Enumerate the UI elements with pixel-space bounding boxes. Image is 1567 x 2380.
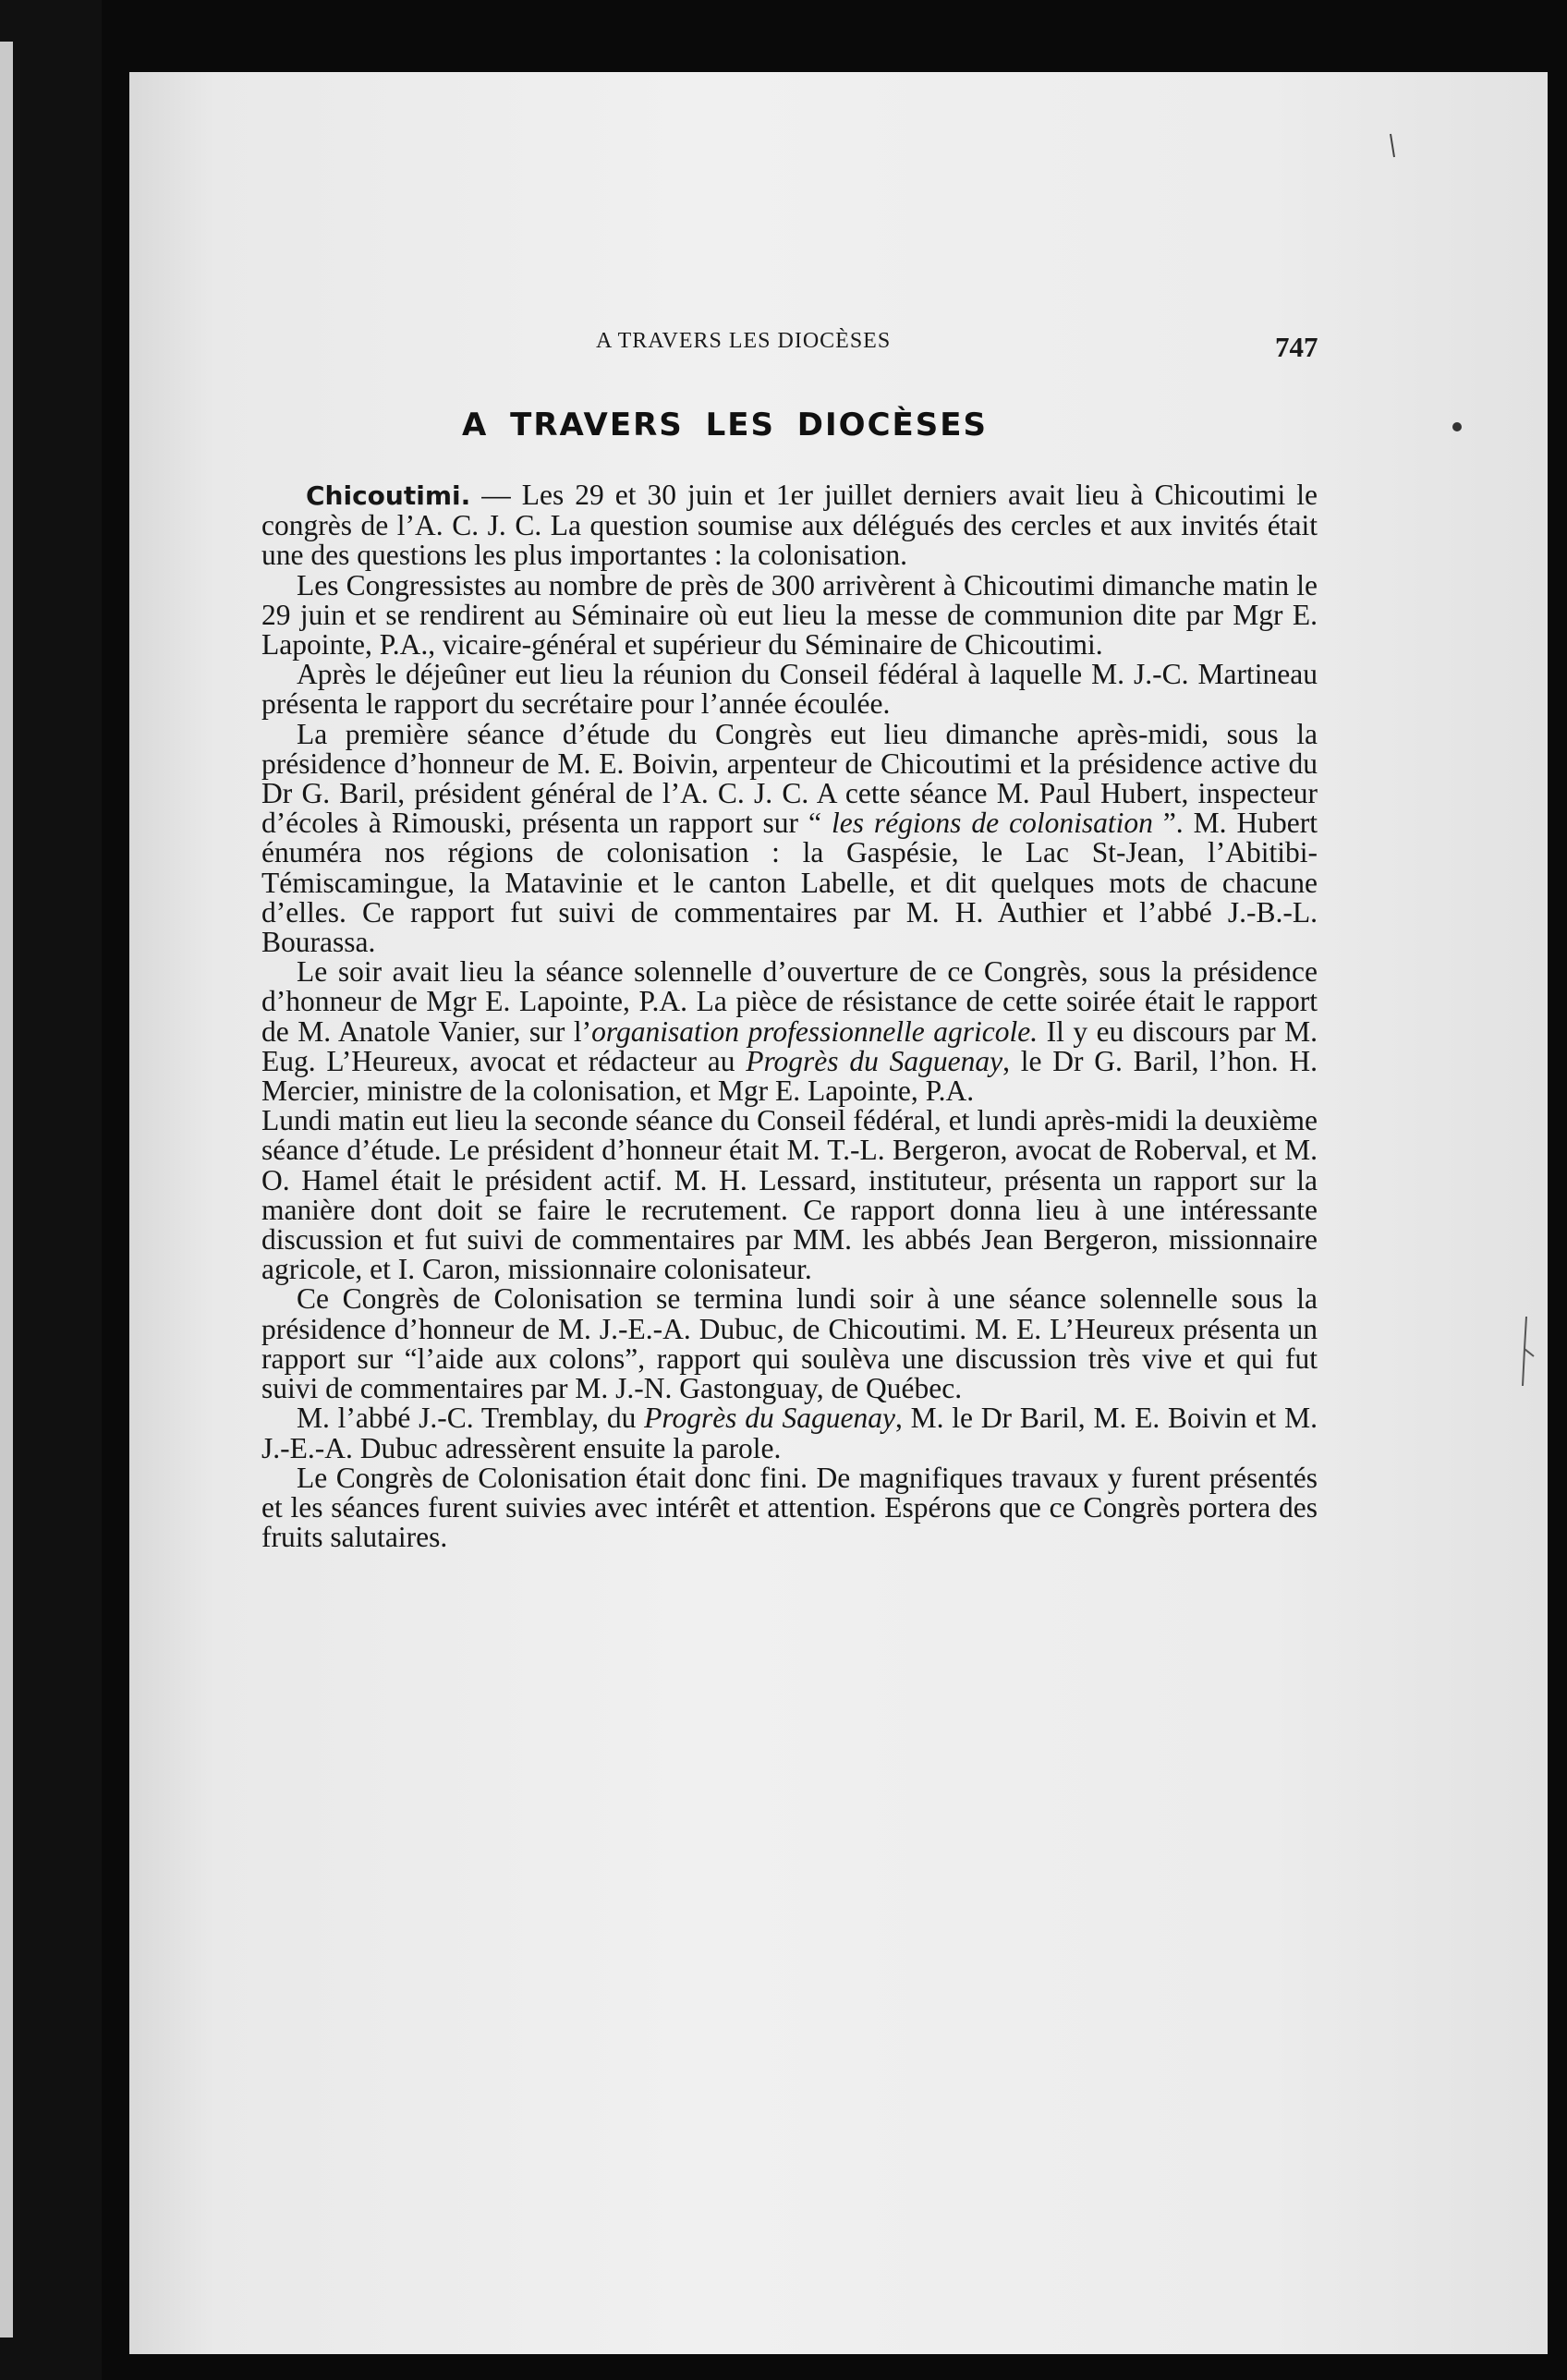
article-title: A TRAVERS LES DIOCÈSES [462,407,988,443]
paragraph-9: Le Congrès de Colonisation était donc fini. De magnifiques travaux y furent présentés et les séances furent suivies avec intérêt et attention. Espérons que ce Congrès portera des fruits salutaires. [261,1461,1318,1554]
paragraph-6: Lundi matin eut lieu la seconde séance du Conseil fédéral, et lundi après-midi la deuxième séance d’étude. Le président d’honneur était M. T.-L. Bergeron, avocat de Roberval, et M. O. Hamel était le président actif. M. H. Lessard, instituteur, présenta un rapport sur la manière dont doit se faire le recrutement. Ce rapport donna lieu à une intéressante discussion et fut suivi de commentaires par MM. les abbés Jean Bergeron, missionnaire agricole, et I. Caron, missionnaire colonisateur. [261,1104,1318,1286]
scan-dot [1451,420,1464,433]
paragraph-8-italic: Progrès du Saguenay [644,1402,895,1435]
paragraph-5-text-b: Il y eu discours par M. Eug. L’Heureux, avocat et rédacteur au [261,1014,1318,1077]
scan-speck [1386,129,1404,176]
paragraph-5-text-c: , le Dr G. Baril, l’hon. H. Mercier, ministre de la colonisation, et Mgr E. Lapointe, P.A. [261,1044,1318,1108]
paragraph-4-text-b: ”. M. Hubert énuméra nos régions de colonisation : la Gaspésie, le Lac St-Jean, l’Abitibi-Témiscamingue, la Matavinie et le canton Labelle, et dit quelques mots de chacune d’elles. Ce rapport fut suivi de commentaires par M. H. Authier et l’abbé J.-B.-L. Bourassa. [261,807,1318,959]
paragraph-8-text-a: M. l’abbé J.-C. Tremblay, du [297,1402,645,1435]
paragraph-8-text-b: , M. le Dr Baril, M. E. Boivin et M. J.-E.-A. Dubuc adressèrent ensuite la parole. [261,1402,1318,1464]
adjacent-page-edge [0,42,13,2338]
scan-scratch [1515,1312,1543,1395]
page-number: 747 [1275,331,1318,363]
paragraph-5 [261,957,1318,1106]
paragraph-4-text-a: La première séance d’étude du Congrès eut lieu dimanche après-midi, sous la présidence d’honneur de M. E. Boivin, arpenteur de Chicoutimi et la présidence active du Dr G. Baril, président général de l’A. C. J. C. A cette séance M. Paul Hubert, inspecteur d’écoles à Rimouski, présenta un rapport sur “ [261,717,1318,840]
paragraph-2: Les Congressistes au nombre de près de 300 arrivèrent à Chicoutimi dimanche matin le 29 juin et se rendirent au Séminaire où eut lieu la messe de communion dite par Mgr E. Lapointe, P.A., vicaire-général et supérieur du Séminaire de Chicoutimi. [261,568,1318,662]
running-header: A TRAVERS LES DIOCÈSES [596,329,892,353]
paragraph-1 [261,480,1318,571]
paragraph-5-italic-1: organisation professionnelle agricole. [591,1014,1039,1048]
paragraph-5-text-a: Le soir avait lieu la séance solennelle d’ouverture de ce Congrès, sous la présidence d’honneur de Mgr E. Lapointe, P.A. La pièce de résistance de cette soirée était le rapport de M. Anatole Vanier, sur l’ [261,955,1318,1048]
diocese-name: Chicoutimi. [306,480,471,511]
article-body [261,480,1318,1552]
paragraph-4-italic: les régions de colonisation [831,807,1153,840]
paragraph-4 [261,717,1318,959]
paragraph-8 [261,1403,1318,1463]
paragraph-7: Ce Congrès de Colonisation se termina lundi soir à une séance solennelle sous la présidence d’honneur de M. J.-E.-A. Dubuc, de Chicoutimi. M. E. L’Heureux présenta un rapport sur “l’aide aux colons”, rapport qui soulèva une discussion très vive et qui fut suivi de commentaires par M. J.-N. Gastonguay, de Québec. [261,1282,1318,1405]
paragraph-3: Après le déjeûner eut lieu la réunion du Conseil fédéral à laquelle M. J.-C. Martineau présenta le rapport du secrétaire pour l’année écoulée. [261,658,1318,721]
film-border [0,0,102,2380]
paragraph-5-italic-2: Progrès du Saguenay [746,1044,1003,1077]
paragraph-1-text: — Les 29 et 30 juin et 1er juillet derniers avait lieu à Chicoutimi le congrès de l’A. C. J. C. La question soumise aux délégués des cercles et aux invités était une des questions les plus importantes : la colonisation. [261,479,1318,572]
